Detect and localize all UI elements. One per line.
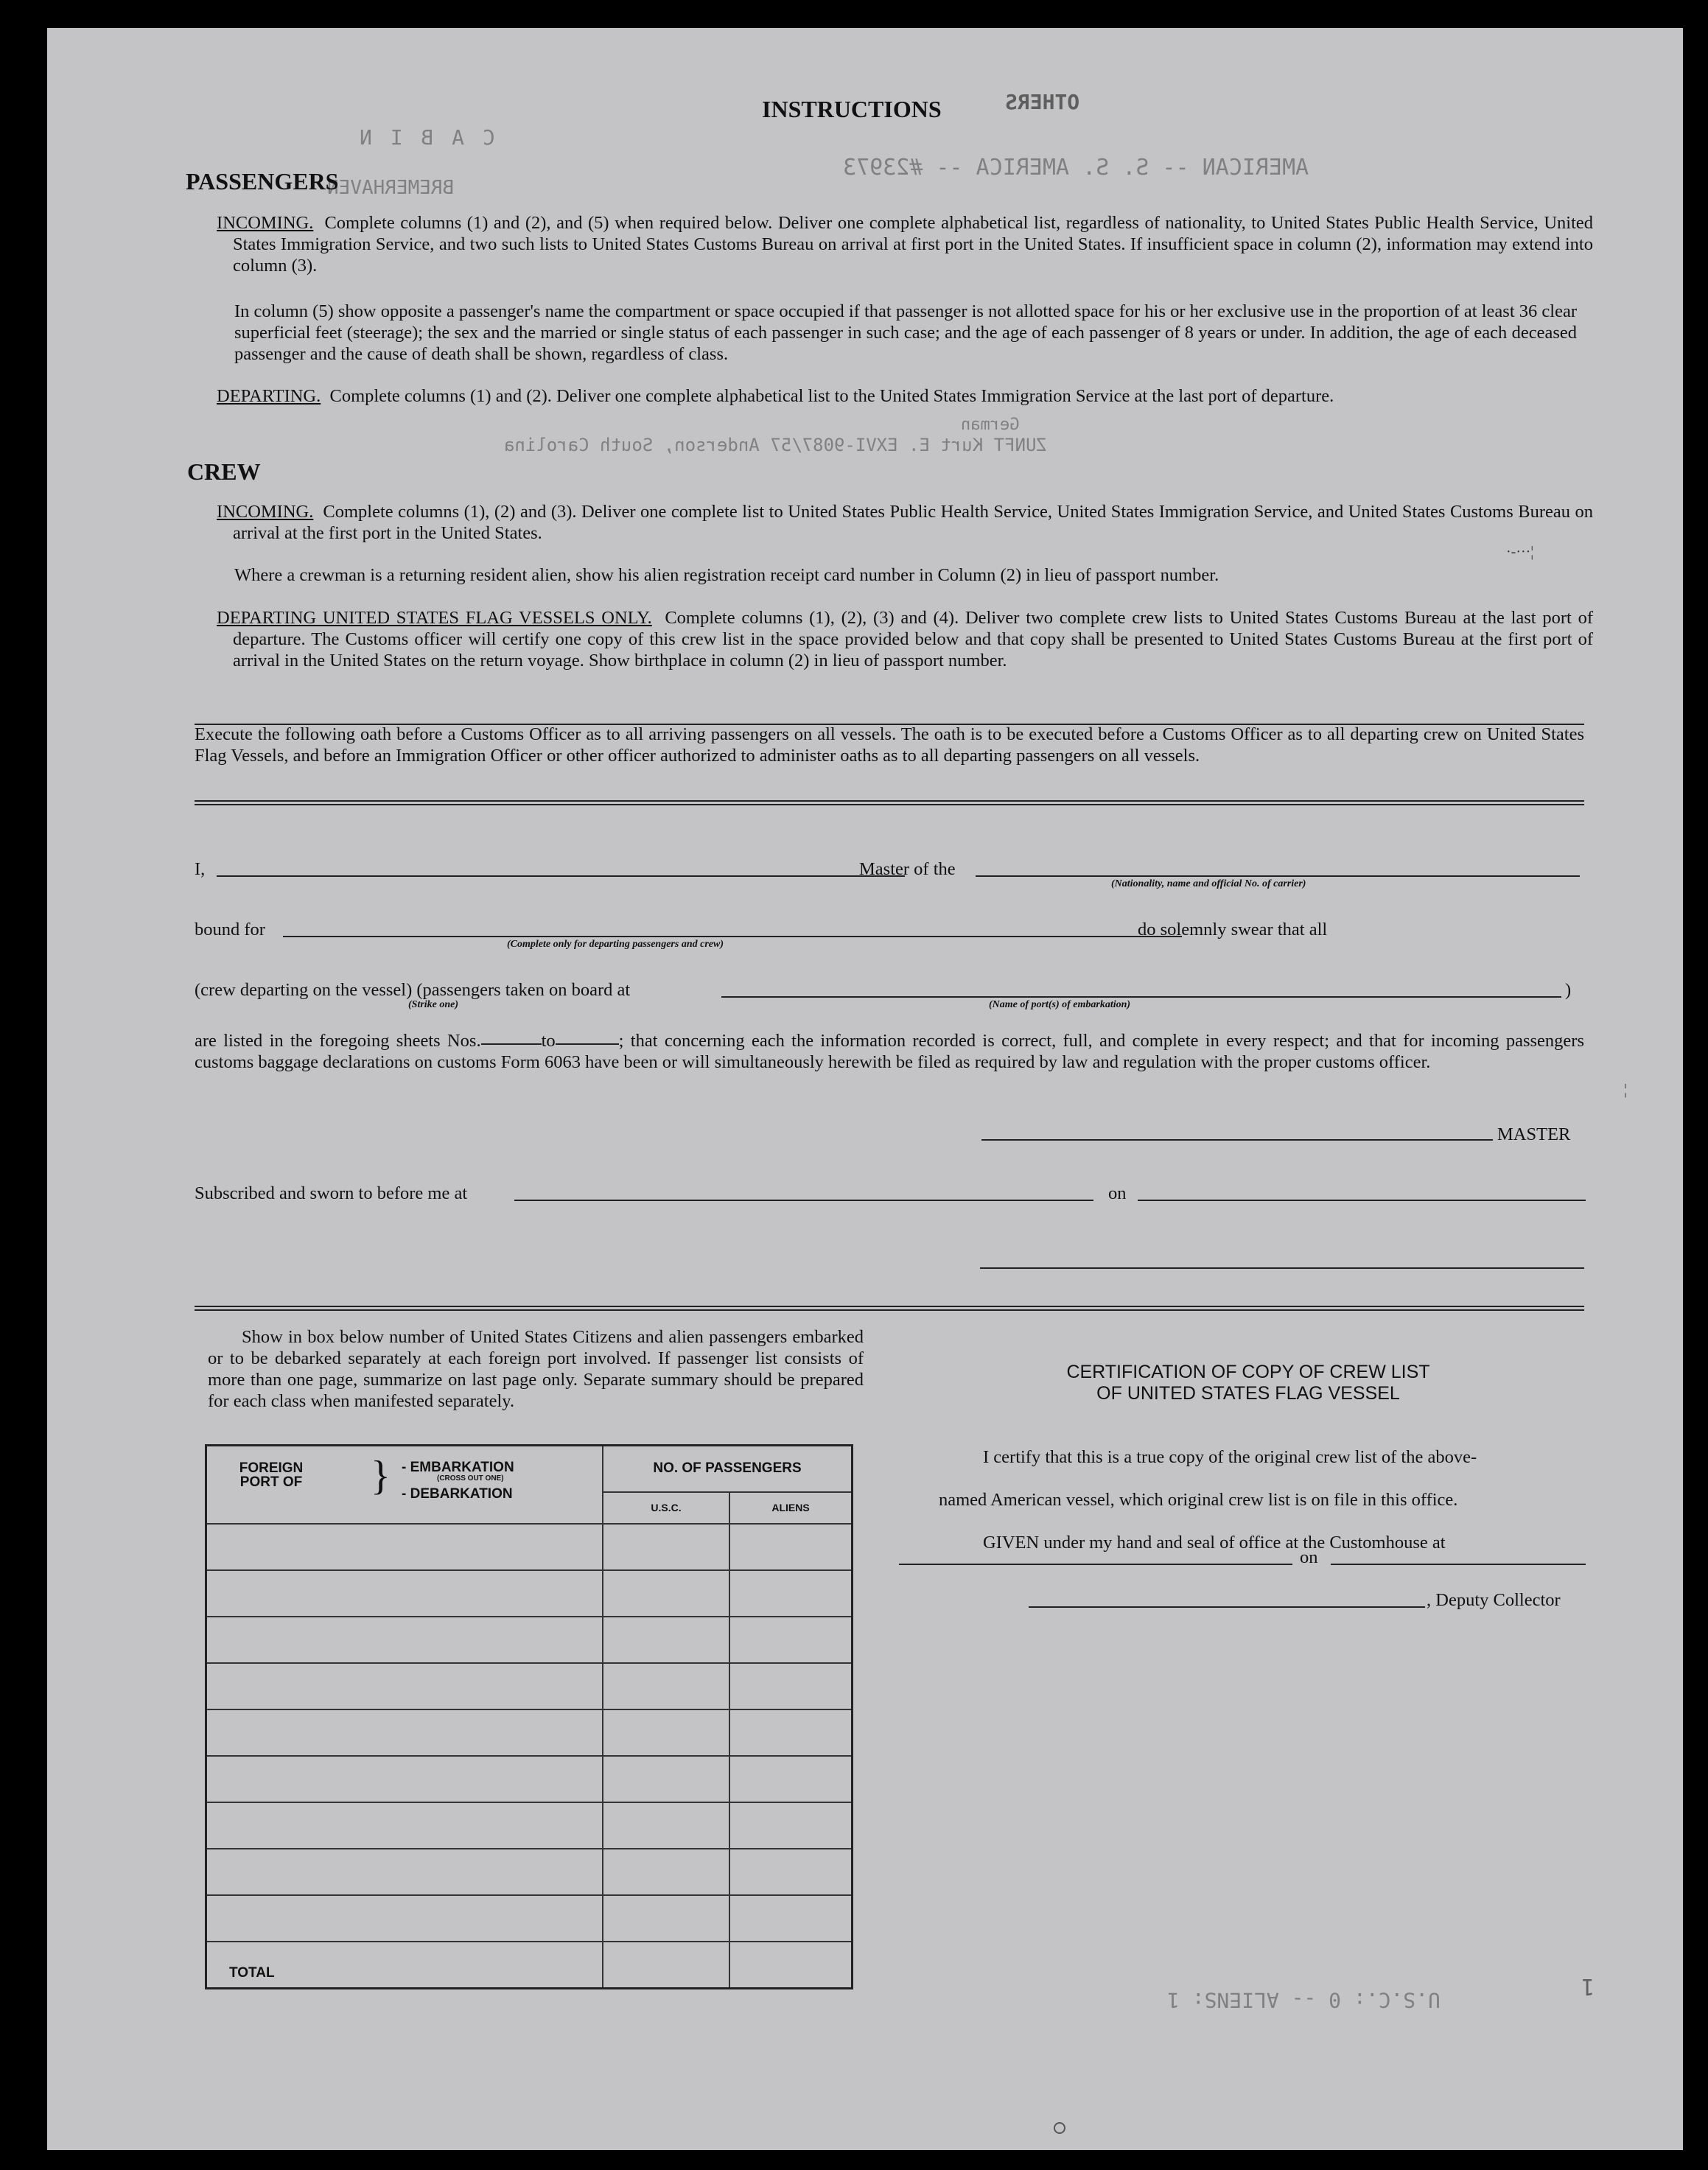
aliens-header: ALIENS (729, 1492, 853, 1524)
crew-returning-paragraph: Where a crewman is a returning resident alien, show his alien registration receipt card number in Column (2) in lieu of passport number. (234, 565, 1219, 585)
certification-heading (931, 1362, 1565, 1404)
aliens-cell[interactable] (729, 1802, 853, 1849)
summary-intro: Show in box below number of United States Citizens and alien passengers embarked or to be debarked separately at each foreign port involved. If passenger list consists of more than one page, summarize on last page only. Separate summary should be prepared for each class when manifested separately. (208, 1327, 864, 1411)
crew-departing-text: Complete columns (1), (2), (3) and (4). Deliver two complete crew lists to United States Customs Bureau at the last port of departure. The Customs officer will certify one copy of this crew list in the space provided below and that copy shall be presented to United States Customs Bureau at the first port of arrival in the United States on the return voyage. Show birthplace in column (2) in lieu of passport number. (233, 608, 1593, 671)
page-title: INSTRUCTIONS (762, 96, 942, 122)
debarkation-header: - DEBARKATION (402, 1486, 513, 1502)
customhouse-field[interactable] (899, 1564, 1292, 1565)
port-cell[interactable] (206, 1802, 603, 1849)
crew-departing-paragraph (217, 607, 1593, 671)
crew-departing-label: DEPARTING UNITED STATES FLAG VESSELS ONLY. (217, 608, 652, 628)
passengers-heading: PASSENGERS (186, 168, 339, 195)
usc-cell[interactable] (603, 1756, 729, 1802)
aliens-cell[interactable] (729, 1756, 853, 1802)
usc-total-cell[interactable] (603, 1942, 729, 1988)
passengers-departing-paragraph (217, 385, 1593, 407)
punch-hole-mark (1054, 2122, 1065, 2134)
certification-heading-line-2: OF UNITED STATES FLAG VESSEL (1096, 1383, 1400, 1404)
crew-heading: CREW (187, 458, 261, 485)
strike-one-caption: (Strike one) (408, 999, 459, 1010)
departing-caption: (Complete only for departing passengers and crew) (507, 939, 724, 950)
passengers-column5-paragraph: In column (5) show opposite a passenger's name the compartment or space occupied if that passenger is not allotted space for his or her exclusive use in the proportion of at least 36 clear superficial feet (steerage); the sex and the married or single status of each passenger in such case; and the age of each passenger of 8 years or under. In addition, the age of each deceased passenger and the cause of death shall be shown, regardless of class. (234, 301, 1577, 364)
close-paren: ) (1565, 980, 1572, 1000)
port-cell[interactable] (206, 1524, 603, 1570)
embarkation-header: - EMBARKATION (402, 1460, 514, 1475)
usc-cell[interactable] (603, 1709, 729, 1756)
oath-bottom-rule (195, 1306, 1584, 1311)
sworn-on-label: on (1108, 1183, 1127, 1203)
usc-cell[interactable] (603, 1802, 729, 1849)
aliens-cell[interactable] (729, 1709, 853, 1756)
deputy-signature-field[interactable] (1029, 1606, 1425, 1608)
foreign-port-header: FOREIGN PORT OF (239, 1460, 304, 1490)
passengers-incoming-paragraph (217, 212, 1593, 276)
no-passengers-header: NO. OF PASSENGERS (603, 1446, 853, 1492)
master-of-label: Master of the (859, 859, 956, 879)
ghost-vessel-line: AMERICAN -- S. S. AMERICA -- #23973 (843, 155, 1309, 181)
port-cell[interactable] (206, 1709, 603, 1756)
officer-signature-field[interactable] (980, 1267, 1584, 1269)
certification-heading-line-1: CERTIFICATION OF COPY OF CREW LIST (1066, 1362, 1430, 1382)
destination-field[interactable] (283, 936, 1182, 937)
sworn-date-field[interactable] (1138, 1200, 1586, 1201)
subscribed-label: Subscribed and sworn to before me at (195, 1183, 468, 1203)
ghost-entry: ZUNFT Kurt E. EXVI-9087/57 Anderson, South Carolina (504, 435, 1047, 455)
embarkation-port-field[interactable] (721, 996, 1561, 998)
ghost-german: German (961, 416, 1020, 434)
brace-glyph: } (371, 1453, 391, 1499)
carrier-field[interactable] (976, 875, 1580, 877)
port-cell[interactable] (206, 1895, 603, 1942)
oath-intro: Execute the following oath before a Customs Officer as to all arriving passengers on all vessels. The oath is to be executed before a Customs Officer as to all departing crew on United States Flag Vessels, and before an Immigration Officer or other officer authorized to administer oaths as to all departing passengers on all vessels. (195, 724, 1584, 766)
usc-cell[interactable] (603, 1617, 729, 1663)
aliens-cell[interactable] (729, 1524, 853, 1570)
master-signature-field[interactable] (981, 1139, 1493, 1141)
ghost-page-number: 1 (1581, 1973, 1595, 1999)
scan-mark: ¦ (1624, 1082, 1628, 1098)
crew-incoming-label: INCOMING. (217, 502, 314, 522)
listed-to-label: to (541, 1031, 556, 1051)
certify-date-field[interactable] (1331, 1564, 1586, 1565)
deputy-collector-label: , Deputy Collector (1427, 1590, 1561, 1610)
aliens-cell[interactable] (729, 1849, 853, 1895)
usc-header: U.S.C. (603, 1492, 729, 1524)
nationality-caption: (Nationality, name and official No. of carrier) (1111, 878, 1306, 889)
port-header-cell (206, 1446, 603, 1525)
passengers-incoming-text: Complete columns (1) and (2), and (5) when required below. Deliver one complete alphabetical list, regardless of nationality, to United States Public Health Service, United States Immigration Service, and two such lists to United States Customs Bureau on arrival at first port in the United States. If insufficient space in column (2), information may extend into column (3). (233, 213, 1593, 276)
cross-out-note: (CROSS OUT ONE) (437, 1474, 504, 1483)
passengers-departing-label: DEPARTING. (217, 386, 321, 406)
document-page (47, 28, 1683, 2150)
sheet-to-field[interactable] (556, 1043, 619, 1045)
certify-line-1: I certify that this is a true copy of the original crew list of the above- (983, 1447, 1477, 1467)
aliens-cell[interactable] (729, 1663, 853, 1709)
port-caption: (Name of port(s) of embarkation) (989, 999, 1131, 1010)
usc-cell[interactable] (603, 1663, 729, 1709)
certify-on-label: on (1300, 1547, 1318, 1567)
port-cell[interactable] (206, 1663, 603, 1709)
aliens-total-cell[interactable] (729, 1942, 853, 1988)
swear-label: do solemnly swear that all (1138, 920, 1328, 939)
port-cell[interactable] (206, 1849, 603, 1895)
listed-label: are listed in the foregoing sheets Nos. (195, 1031, 481, 1051)
ghost-port: BREMERHAVEN (327, 177, 455, 199)
port-cell[interactable] (206, 1756, 603, 1802)
certify-line-2: named American vessel, which original crew list is on file in this office. (939, 1490, 1458, 1510)
port-cell[interactable] (206, 1570, 603, 1617)
oath-statement-text: ; that concerning each the information recorded is correct, full, and complete in every respect; and that for incoming passengers customs baggage declarations on customs Form 6063 have been or will simultaneously herewith be filed as required by law and regulation with the proper customs officer. (195, 1031, 1584, 1072)
crew-incoming-text: Complete columns (1), (2) and (3). Deliver one complete list to United States Public Health Service, United States Immigration Service, and United States Customs Bureau on arrival at the first port in the United States. (233, 502, 1593, 543)
usc-cell[interactable] (603, 1849, 729, 1895)
certify-line-3: GIVEN under my hand and seal of office at the Customhouse at (983, 1533, 1446, 1553)
oath-statement (195, 1030, 1584, 1073)
bound-for-label: bound for (195, 920, 265, 939)
crew-incoming-paragraph (217, 501, 1593, 544)
aliens-cell[interactable] (729, 1895, 853, 1942)
passenger-summary-table (205, 1444, 853, 1989)
oath-top-rule (195, 800, 1584, 805)
usc-cell[interactable] (603, 1524, 729, 1570)
master-name-field[interactable] (217, 875, 905, 877)
ghost-totals: U.S.C.: 0 -- ALIENS: 1 (1167, 1988, 1441, 2012)
aliens-cell[interactable] (729, 1617, 853, 1663)
port-cell[interactable] (206, 1617, 603, 1663)
usc-cell[interactable] (603, 1895, 729, 1942)
sheet-from-field[interactable] (481, 1043, 542, 1045)
crew-passengers-label: (crew departing on the vessel) (passengers taken on board at (195, 980, 631, 1000)
passengers-incoming-label: INCOMING. (217, 213, 314, 233)
ghost-cabin: C A B I N (357, 125, 495, 150)
master-label: MASTER (1497, 1124, 1571, 1144)
oath-i-label: I, (195, 859, 206, 879)
passengers-departing-text: Complete columns (1) and (2). Deliver one complete alphabetical list to the United States Immigration Service at the last port of departure. (329, 386, 1334, 406)
others-stamp: OTHERS (1005, 90, 1080, 114)
scan-mark: ·-···¦ (1506, 544, 1534, 560)
sworn-place-field[interactable] (514, 1200, 1093, 1201)
total-label: TOTAL (206, 1942, 603, 1988)
usc-cell[interactable] (603, 1570, 729, 1617)
aliens-cell[interactable] (729, 1570, 853, 1617)
